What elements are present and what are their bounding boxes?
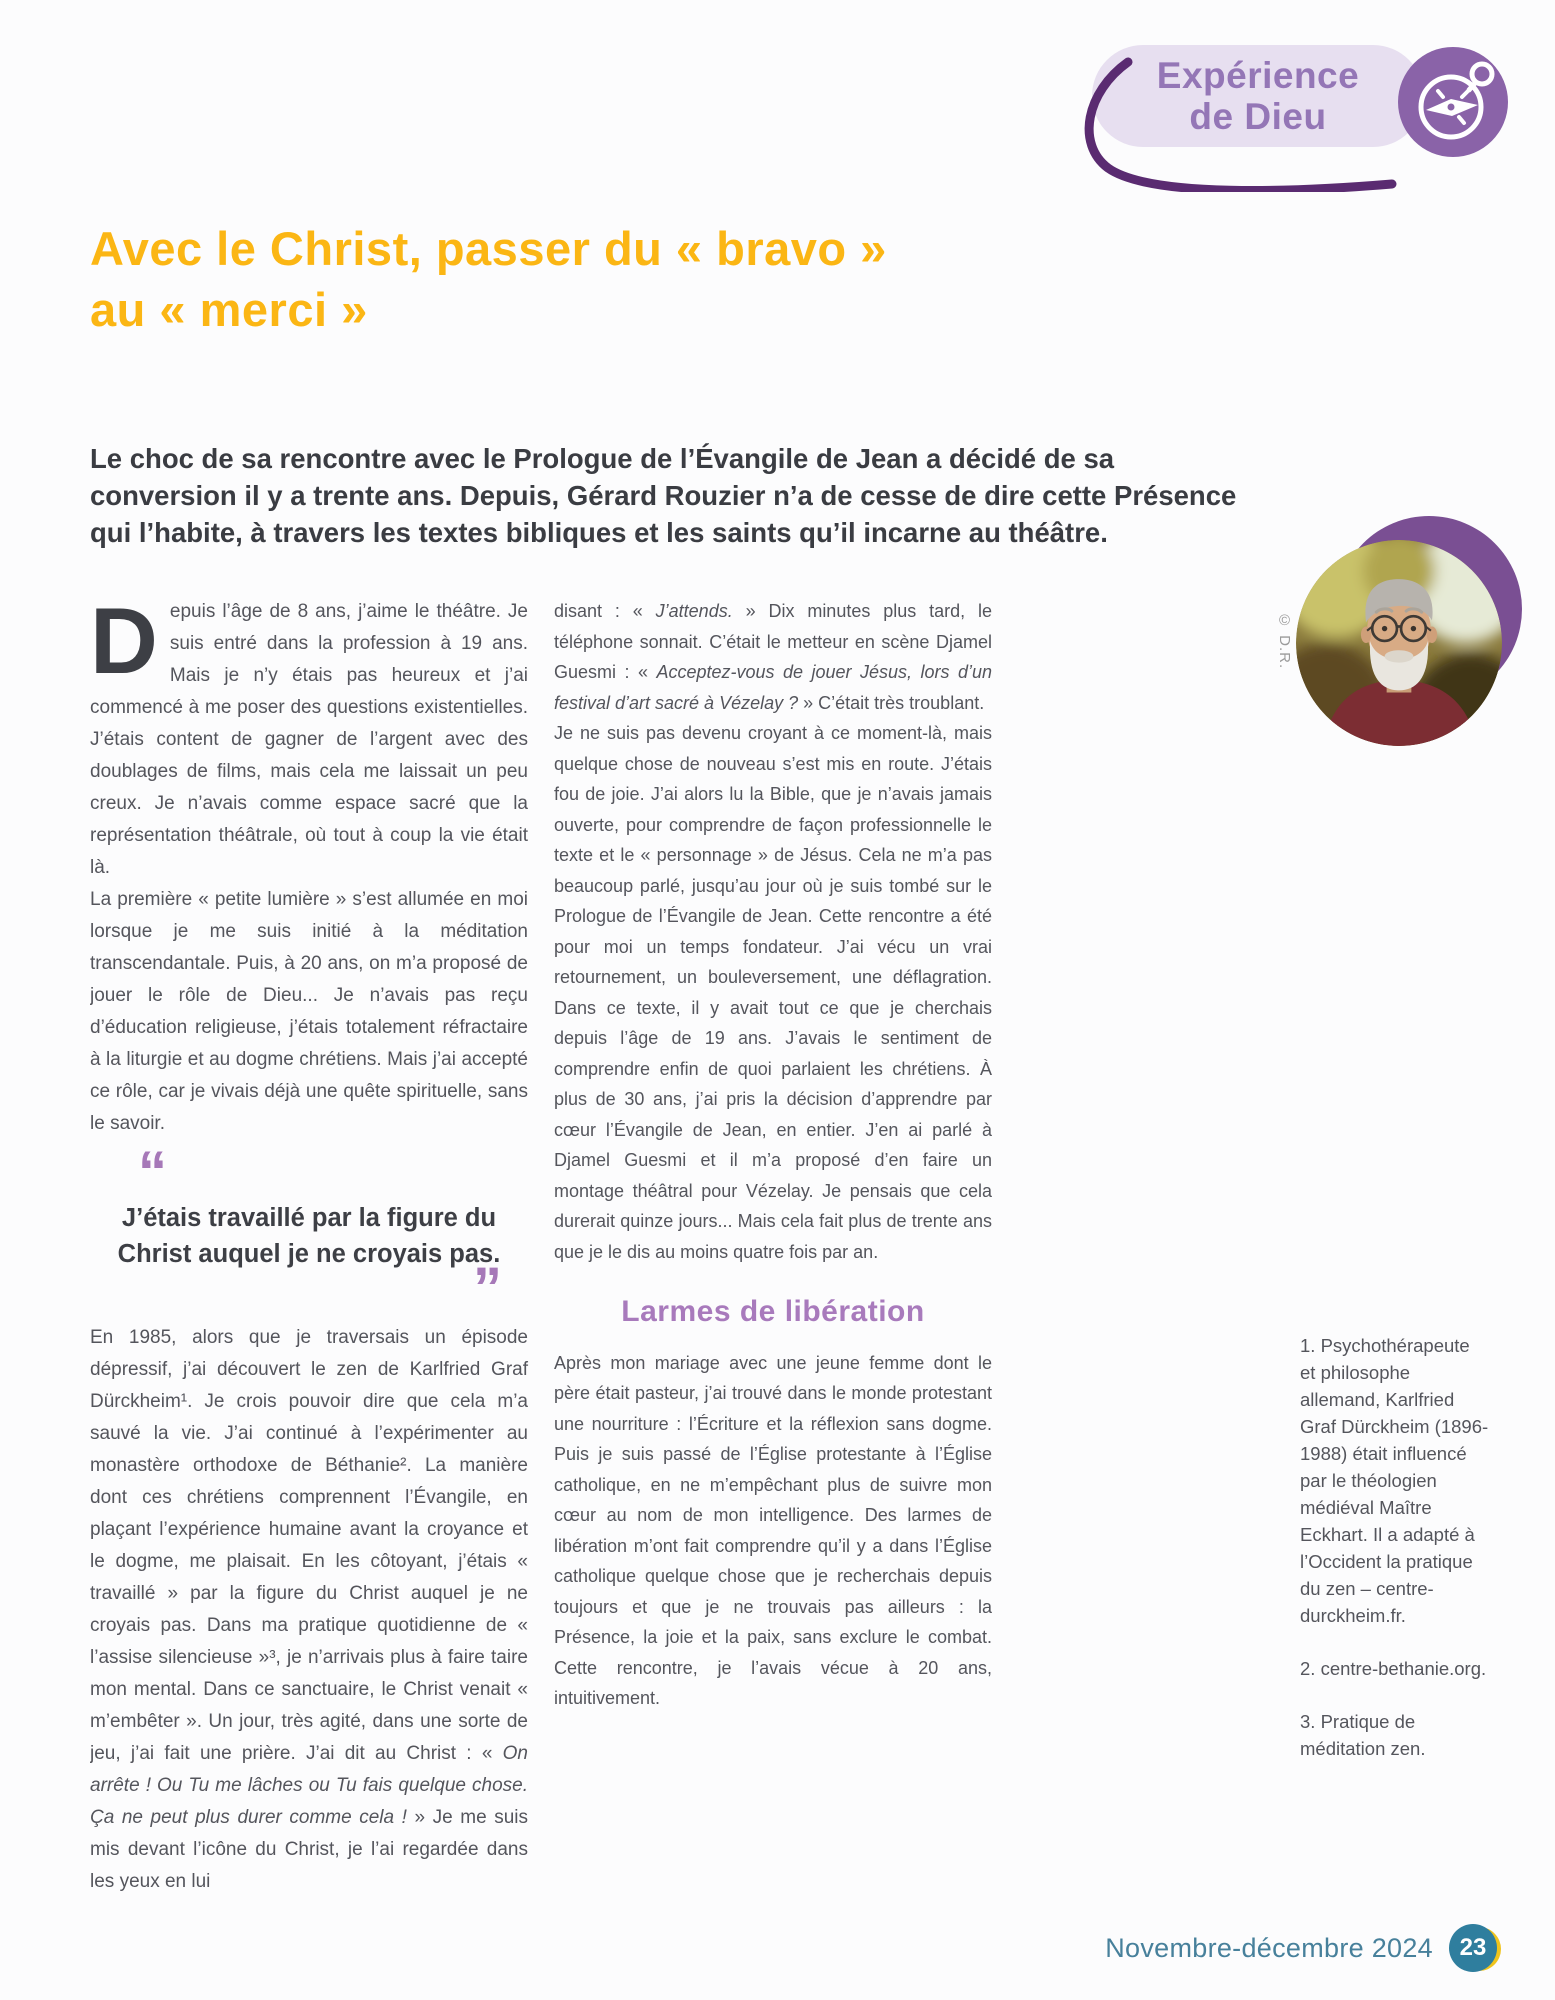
body-column-left [90, 596, 528, 1922]
paragraph [554, 596, 992, 718]
quoted-speech: On arrête ! Ou Tu me lâches ou Tu fais quelque chose. Ça ne peut plus durer comme cela ! [90, 1743, 528, 1828]
paragraph: Après mon mariage avec une jeune femme dont le père était pasteur, j’ai trouvé dans le monde protestant une nourriture : l’Écriture et la réflexion sans dogme. Puis je suis passé de l’Église protestante à l’Église catholique, en ne m’empêchant plus de suivre mon cœur au nom de mon intelligence. Des larmes de libération m’ont fait comprendre qu’il y a dans l’Église catholique quelque chose que je recherchais depuis toujours et que je ne trouvais pas ailleurs : la Présence, la joie et la paix, sans exclure le combat. Cette rencontre, je l’avais vécue à 20 ans, intuitivement. [554, 1352, 992, 1708]
footnote-1: 1. Psychothérapeute et philosophe allemand, Karlfried Graf Dürckheim (1896-1988) était influencé par le théologien médiéval Maître Eckhart. Il a adapté à l’Occident la pratique du zen – centre-durckheim.fr. [1300, 1335, 1489, 1626]
compass-icon [1398, 47, 1508, 157]
paragraph-text: En 1985, alors que je traversais un épisode dépressif, j’ai découvert le zen de Karlfried Graf Dürckheim¹. Je crois pouvoir dire que cela m’a sauvé la vie. J’ai continué à l’expérimenter au monastère orthodoxe de Béthanie². La manière dont ces chrétiens comprennent l’Évangile, en plaçant l’expérience humaine avant la croyance et le dogme, me plaisait. En les côtoyant, j’étais « travaillé » par la figure du Christ auquel je ne croyais pas. Dans ma pratique quotidienne de « l’assise silencieuse »³, je n’arrivais plus à faire taire mon mental. Dans ce sanctuaire, le Christ venait « m’embêter ». Un jour, très agité, dans une sorte de jeu, j’ai fait une prière. J’ai dit au Christ : « [90, 1327, 528, 1764]
section-badge [1092, 45, 1424, 147]
quoted-speech: J’attends. [655, 601, 733, 621]
paragraph [90, 596, 528, 884]
body-column-right [554, 596, 992, 1922]
page-number: 23 [1449, 1924, 1497, 1972]
section-badge-label-line1: Expérience [1156, 55, 1360, 96]
photo-credit: © D.R. [1276, 612, 1293, 670]
article-title-line2: au « merci » [90, 283, 368, 336]
footnote-3: 3. Pratique de méditation zen. [1300, 1711, 1426, 1759]
paragraph: Je ne suis pas devenu croyant à ce moment-là, mais quelque chose de nouveau s’est mis en route. J’étais fou de joie. J’ai alors lu la Bible, que je n’avais jamais ouverte, pour comprendre de façon professionnelle le texte et le « personnage » de Jésus. Cela ne m’a pas beaucoup parlé, jusqu’au jour où je suis tombé sur le Prologue de l’Évangile de Jean. Cette rencontre a été pour moi un temps fondateur. J’ai vécu un vrai retournement, un bouleversement, une déflagration. Dans ce texte, il y avait tout ce que je cherchais depuis l’âge de 19 ans. J’avais le sentiment de comprendre enfin de quoi parlaient les chrétiens. À plus de 30 ans, j’ai pris la décision d’apprendre par cœur l’Évangile de Jean, en entier. J’en ai parlé à Djamel Guesmi et il m’a proposé d’en faire un montage théâtral pour Vézelay. Je pensais que cela durerait quinze jours... Mais cela fait plus de trente ans que je le dis au moins quatre fois par an. [554, 723, 992, 1262]
issue-date: Novembre-décembre 2024 [1105, 1932, 1433, 1963]
article-title-line1: Avec le Christ, passer du « bravo » [90, 222, 887, 275]
portrait-photo [1296, 540, 1502, 746]
drop-cap: D [90, 596, 158, 693]
footnotes-sidebar [1300, 1332, 1490, 1788]
paragraph-text: » Je me suis mis devant l’icône du Christ, je l’ai regardée dans les yeux en lui [90, 1807, 528, 1892]
quoted-speech: Acceptez-vous de jouer Jésus, lors d’un festival d’art sacré à Vézelay ? [554, 662, 992, 713]
paragraph: La première « petite lumière » s’est allumée en moi lorsque je me suis initié à la méditation transcendantale. Puis, à 20 ans, on m’a proposé de jouer le rôle de Dieu... Je n’avais pas reçu d’éducation religieuse, j’étais totalement réfractaire à la liturgie et au dogme chrétiens. Mais j’ai accepté ce rôle, car je vivais déjà une quête spirituelle, sans le savoir. [90, 889, 528, 1134]
paragraph-text: » Dix minutes plus tard, le téléphone sonnait. C’était le metteur en scène Djamel Guesmi : « [554, 601, 992, 682]
paragraph-text: epuis l’âge de 8 ans, j’aime le théâtre. Je suis entré dans la profession à 19 ans. Mais je n’y étais pas heureux et j’ai commencé à me poser des questions existentielles. J’étais content de gagner de l’argent avec des doublages de films, mais cela me laissait un peu creux. Je n’avais comme espace sacré que la représentation théâtrale, où tout à coup la vie était là. [90, 601, 528, 878]
paragraph-text: » C’était très troublant. [798, 692, 985, 713]
paragraph [90, 1322, 528, 1898]
pull-quote-text: J’étais travaillé par la figure du Christ auquel je ne croyais pas. [117, 1204, 501, 1268]
close-quote-icon: ” [473, 1256, 502, 1321]
page-footer [1105, 1924, 1497, 1972]
footnote-2: 2. centre-bethanie.org. [1300, 1658, 1487, 1679]
paragraph-text: disant : « [554, 601, 656, 621]
section-badge-label-line2: de Dieu [1189, 96, 1327, 137]
page-number-badge [1449, 1924, 1497, 1972]
article-body [90, 596, 992, 1922]
article-title [90, 218, 1190, 340]
article-standfirst: Le choc de sa rencontre avec le Prologue de l’Évangile de Jean a décidé de sa conversion il y a trente ans. Depuis, Gérard Rouzier n’a de cesse de dire cette Présence qui l’habite, à travers les textes bibliques et les saints qu’il incarne au théâtre. [90, 443, 1237, 548]
pull-quote [90, 1140, 528, 1321]
open-quote-icon: “ [138, 1140, 167, 1205]
subheading: Larmes de libération [621, 1295, 925, 1328]
